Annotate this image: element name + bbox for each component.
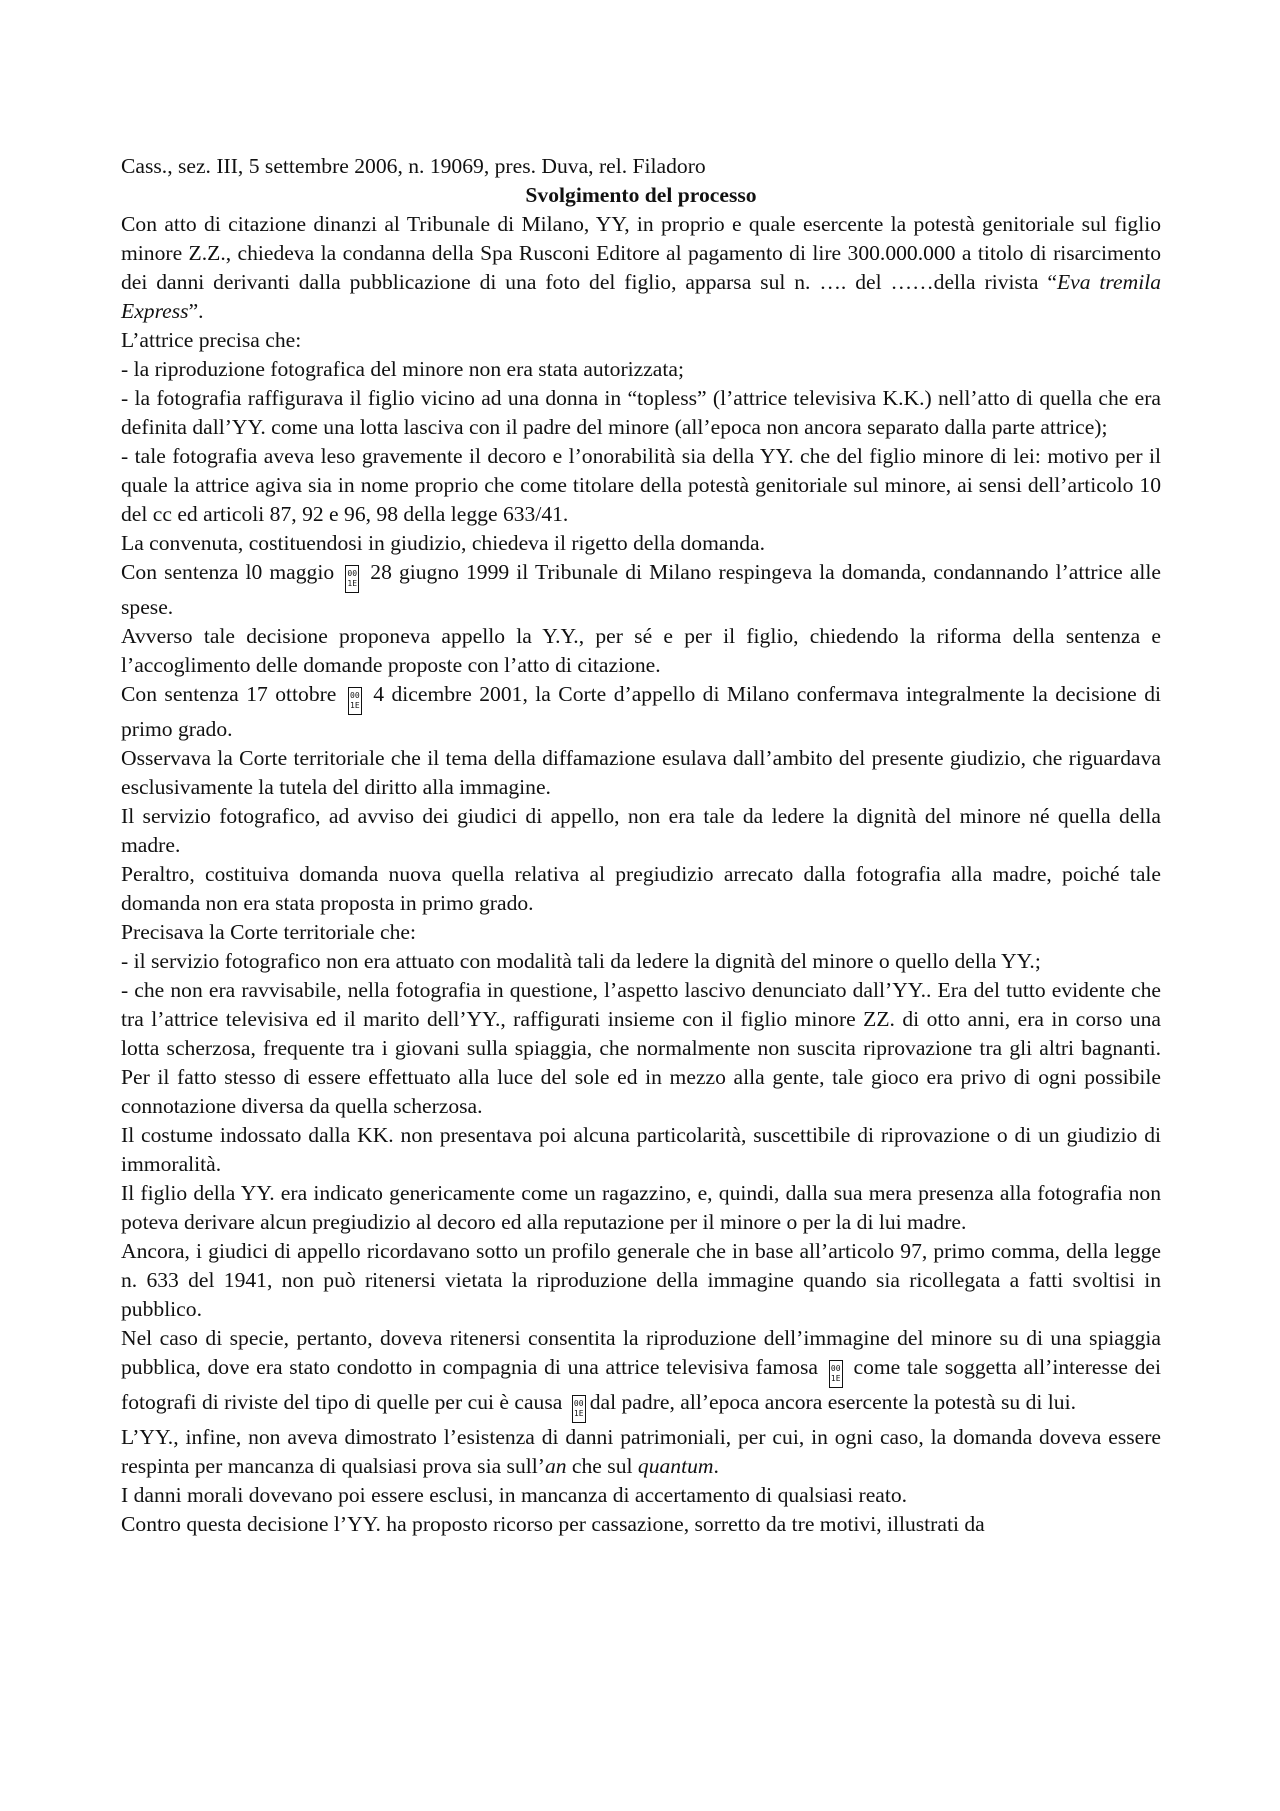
paragraph: La convenuta, costituendosi in giudizio, chiedeva il rigetto della domanda.	[121, 531, 766, 555]
paragraph: Avverso tale decisione proponeva appello la Y.Y., per sé e per il figlio, chiedendo la riforma della sentenza e l’accoglimento delle domande proposte con l’atto di citazione.	[121, 624, 1161, 677]
paragraph: Ancora, i giudici di appello ricordavano sotto un profilo generale che in base all’articolo 97, primo comma, della legge n. 633 del 1941, non può ritenersi vietata la riproduzione della immagine quando sia ricollegata a fatti svoltisi in pubblico.	[121, 1239, 1161, 1321]
paragraph: Peraltro, costituiva domanda nuova quella relativa al pregiudizio arrecato dalla fotografia alla madre, poiché tale domanda non era stata proposta in primo grado.	[121, 862, 1161, 915]
unknown-glyph-icon: 00 1E	[345, 565, 359, 593]
list-item: - tale fotografia aveva leso gravemente il decoro e l’onorabilità sia della YY. che del figlio minore di lei: motivo per il quale la attrice agiva sia in nome proprio che come titolare della potestà genitoriale sul minore, ai sensi dell’articolo 10 del cc ed articoli 87, 92 e 96, 98 della legge 633/41.	[121, 444, 1161, 526]
list-item: - la fotografia raffigurava il figlio vicino ad una donna in “topless” (l’attrice televisiva K.K.) nell’atto di quella che era definita dall’YY. come una lotta lasciva con il padre del minore (all’epoca non ancora separato dalla parte attrice);	[121, 386, 1161, 439]
paragraph: Contro questa decisione l’YY. ha proposto ricorso per cassazione, sorretto da tre motivi, illustrati da	[121, 1512, 985, 1536]
document-page	[121, 152, 1161, 1539]
list-item: - la riproduzione fotografica del minore non era stata autorizzata;	[121, 357, 684, 381]
paragraph: L’YY., infine, non aveva dimostrato l’esistenza di danni patrimoniali, per cui, in ogni caso, la domanda doveva essere respinta per mancanza di qualsiasi prova sia sull’an che sul quantum.	[121, 1425, 1161, 1478]
paragraph: Il figlio della YY. era indicato genericamente come un ragazzino, e, quindi, dalla sua mera presenza alla fotografia non poteva derivare alcun pregiudizio al decoro ed alla reputazione per il minore o per la di lui madre.	[121, 1181, 1161, 1234]
paragraph: L’attrice precisa che:	[121, 328, 302, 352]
section-heading: Svolgimento del processo	[525, 183, 757, 207]
paragraph: Con sentenza l0 maggio 00 1E 28 giugno 1999 il Tribunale di Milano respingeva la domanda, condannando l’attrice alle spese.	[121, 560, 1161, 619]
latin-term-an: an	[544, 1454, 567, 1478]
latin-term-quantum: quantum	[637, 1454, 714, 1478]
paragraph: Con sentenza 17 ottobre 00 1E 4 dicembre 2001, la Corte d’appello di Milano confermava integralmente la decisione di primo grado.	[121, 682, 1162, 741]
paragraph: Nel caso di specie, pertanto, doveva ritenersi consentita la riproduzione dell’immagine del minore su di una spiaggia pubblica, dove era stato condotto in compagnia di una attrice televisiva famosa 00 1E come tale soggetta all’interesse dei fotografi di riviste del tipo di quelle per cui è causa 00 1E dal padre, all’epoca ancora esercente la potestà su di lui.	[121, 1324, 1161, 1423]
paragraph: Il costume indossato dalla KK. non presentava poi alcuna particolarità, suscettibile di riprovazione o di un giudizio di immoralità.	[121, 1123, 1161, 1176]
paragraph: I danni morali dovevano poi essere esclusi, in mancanza di accertamento di qualsiasi reato.	[121, 1483, 908, 1507]
list-item: - il servizio fotografico non era attuato con modalità tali da ledere la dignità del minore o quello della YY.;	[121, 949, 1041, 973]
unknown-glyph-icon: 00 1E	[572, 1395, 586, 1423]
case-citation: Cass., sez. III, 5 settembre 2006, n. 19069, pres. Duva, rel. Filadoro	[121, 154, 706, 178]
list-item: - che non era ravvisabile, nella fotografia in questione, l’aspetto lascivo denunciato dall’YY.. Era del tutto evidente che tra l’attrice televisiva ed il marito dell’YY., raffigurati insieme con il figlio minore ZZ. di otto anni, era in corso una lotta scherzosa, frequente tra i giovani sulla spiaggia, che normalmente non suscita riprovazione tra gli altri bagnanti. Per il fatto stesso di essere effettuato alla luce del sole ed in mezzo alla gente, tale gioco era privo di ogni possibile connotazione diversa da quella scherzosa.	[121, 978, 1161, 1118]
paragraph: Con atto di citazione dinanzi al Tribunale di Milano, YY, in proprio e quale esercente la potestà genitoriale sul figlio minore Z.Z., chiedeva la condanna della Spa Rusconi Editore al pagamento di lire 300.000.000 a titolo di risarcimento dei danni derivanti dalla pubblicazione di una foto del figlio, apparsa sul n. …. del ……della rivista “Eva tremila Express”.	[121, 212, 1162, 323]
magazine-title: Eva tremila Express	[121, 270, 1162, 323]
paragraph: Il servizio fotografico, ad avviso dei giudici di appello, non era tale da ledere la dignità del minore né quella della madre.	[121, 804, 1161, 857]
paragraph: Precisava la Corte territoriale che:	[121, 920, 416, 944]
paragraph: Osservava la Corte territoriale che il tema della diffamazione esulava dall’ambito del presente giudizio, che riguardava esclusivamente la tutela del diritto alla immagine.	[121, 746, 1161, 799]
unknown-glyph-icon: 00 1E	[829, 1360, 843, 1388]
unknown-glyph-icon: 00 1E	[348, 687, 362, 715]
